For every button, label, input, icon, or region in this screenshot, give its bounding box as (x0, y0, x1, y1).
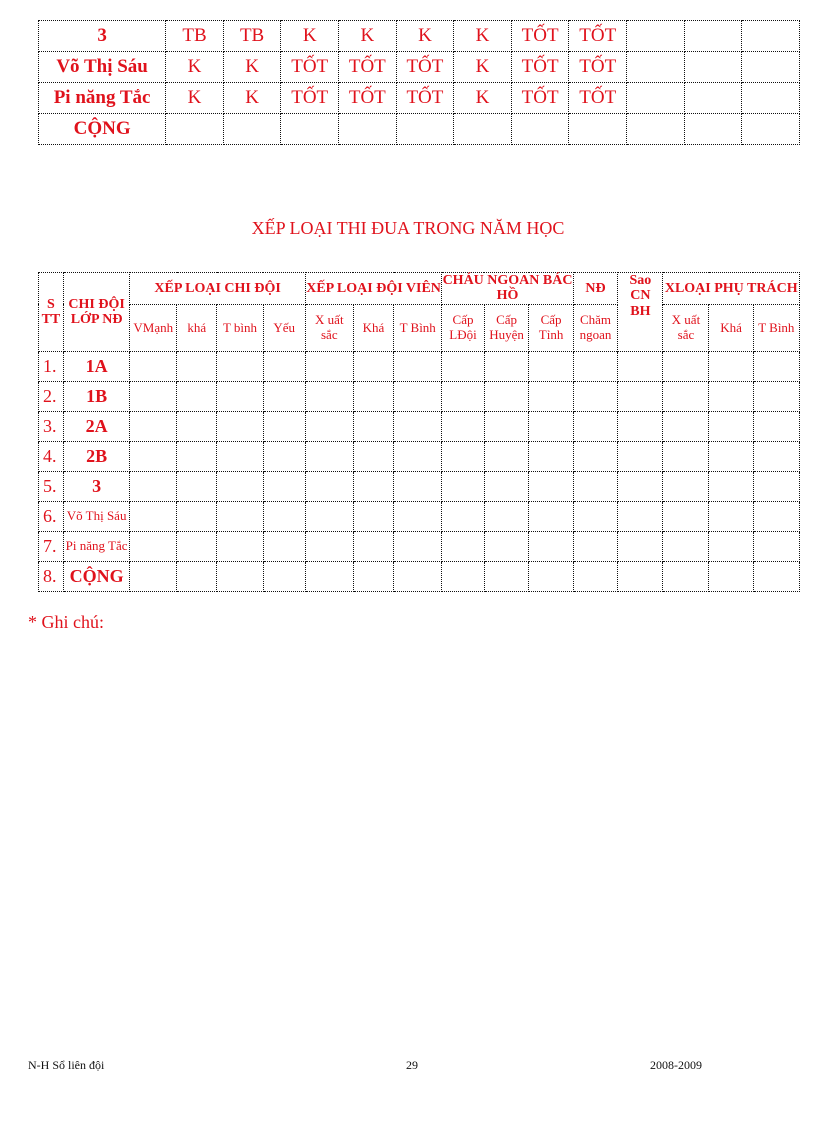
row-cell (484, 501, 529, 531)
top-row-cell (627, 114, 685, 145)
top-row-cell: TỐT (511, 52, 569, 83)
top-table (38, 20, 800, 145)
row-cell (709, 381, 753, 411)
row-cell (217, 561, 263, 591)
top-row-cell: TB (223, 21, 281, 52)
top-row-cell (684, 21, 742, 52)
subheader-phu-trach: Khá (709, 304, 753, 351)
row-cell (709, 411, 753, 441)
top-row-cell (569, 114, 627, 145)
row-cell (484, 561, 529, 591)
top-row-cell: K (454, 21, 512, 52)
row-stt: 7. (39, 531, 64, 561)
row-cell (753, 501, 799, 531)
row-cell (394, 531, 442, 561)
top-table-row (39, 52, 800, 83)
row-cell (529, 351, 573, 381)
top-row-name: 3 (39, 21, 166, 52)
row-cell (263, 441, 305, 471)
row-cell (618, 501, 663, 531)
row-cell (529, 501, 573, 531)
row-cell (353, 531, 393, 561)
row-cell (263, 411, 305, 441)
row-cell (709, 471, 753, 501)
row-cell (130, 501, 177, 531)
row-cell (618, 471, 663, 501)
top-row-cell: TỐT (281, 52, 339, 83)
table-row (39, 411, 800, 441)
row-cell (263, 471, 305, 501)
row-cell (753, 561, 799, 591)
table-row (39, 471, 800, 501)
row-cell (177, 441, 217, 471)
row-cell (529, 381, 573, 411)
row-cell (130, 441, 177, 471)
row-stt: 3. (39, 411, 64, 441)
row-cell (663, 441, 709, 471)
top-row-cell: K (223, 83, 281, 114)
row-cell (573, 561, 618, 591)
table-row (39, 501, 800, 531)
subheader-chau-ngoan: Cấp Huyện (484, 304, 529, 351)
top-row-cell (166, 114, 224, 145)
top-row-cell: TỐT (281, 83, 339, 114)
row-cell (394, 381, 442, 411)
row-cell (305, 411, 353, 441)
top-row-cell: K (339, 21, 397, 52)
table-row (39, 561, 800, 591)
row-cell (442, 471, 484, 501)
top-row-cell: TỐT (511, 83, 569, 114)
row-cell (753, 381, 799, 411)
row-cell (394, 561, 442, 591)
top-row-cell (454, 114, 512, 145)
top-row-cell (627, 83, 685, 114)
row-cell (263, 501, 305, 531)
top-row-cell: TB (166, 21, 224, 52)
row-cell (442, 561, 484, 591)
top-row-cell (281, 114, 339, 145)
subheader-chau-ngoan: Cấp LĐội (442, 304, 484, 351)
top-row-cell (223, 114, 281, 145)
row-cell (442, 531, 484, 561)
table-row (39, 531, 800, 561)
row-cell (130, 471, 177, 501)
row-cell (353, 381, 393, 411)
row-cell (442, 381, 484, 411)
row-cell (442, 501, 484, 531)
row-cell (394, 411, 442, 441)
top-row-cell: K (396, 21, 454, 52)
top-row-name: Võ Thị Sáu (39, 52, 166, 83)
row-cell (663, 411, 709, 441)
top-row-cell: TỐT (569, 21, 627, 52)
row-cell (573, 471, 618, 501)
row-cell (484, 411, 529, 441)
row-cell (663, 501, 709, 531)
top-row-cell: TỐT (396, 52, 454, 83)
top-row-cell (742, 21, 800, 52)
row-cell (130, 411, 177, 441)
footer-year: 2008-2009 (650, 1058, 702, 1072)
top-row-cell (396, 114, 454, 145)
top-row-name: CỘNG (39, 114, 166, 145)
row-cell (353, 471, 393, 501)
header-xl-doi-vien: XẾP LOẠI ĐỘI VIÊN (305, 273, 441, 305)
row-cell (305, 351, 353, 381)
top-row-cell: K (454, 83, 512, 114)
subheader-nd-cham-ngoan: Chăm ngoan (573, 304, 618, 351)
row-cell (217, 531, 263, 561)
row-cell (529, 471, 573, 501)
row-cell (663, 531, 709, 561)
top-row-cell: K (166, 52, 224, 83)
row-cell (353, 351, 393, 381)
top-row-cell (684, 83, 742, 114)
footer-page-number: 29 (406, 1058, 418, 1072)
row-cell (709, 351, 753, 381)
row-cell (217, 441, 263, 471)
row-cell (618, 441, 663, 471)
row-cell (573, 531, 618, 561)
row-cell (353, 441, 393, 471)
row-cell (305, 471, 353, 501)
row-cell (263, 531, 305, 561)
row-cell (130, 381, 177, 411)
row-cell (305, 531, 353, 561)
row-cell (663, 561, 709, 591)
row-cell (217, 411, 263, 441)
top-row-cell: K (454, 52, 512, 83)
row-cell (353, 501, 393, 531)
header-unit: CHI ĐỘI LỚP NĐ (63, 273, 130, 352)
top-row-cell (684, 114, 742, 145)
subheader-chi-doi: khá (177, 304, 217, 351)
row-cell (177, 501, 217, 531)
row-cell (177, 381, 217, 411)
row-cell (709, 441, 753, 471)
row-cell (130, 561, 177, 591)
top-row-cell: TỐT (569, 83, 627, 114)
note-label: * Ghi chú: (28, 612, 104, 632)
row-cell (709, 561, 753, 591)
row-cell (618, 381, 663, 411)
table-row (39, 381, 800, 411)
row-cell (305, 381, 353, 411)
row-unit: 3 (63, 471, 130, 501)
subheader-chi-doi: VMạnh (130, 304, 177, 351)
row-stt: 4. (39, 441, 64, 471)
row-cell (618, 351, 663, 381)
row-stt: 2. (39, 381, 64, 411)
row-cell (753, 351, 799, 381)
row-cell (753, 531, 799, 561)
subheader-phu-trach: T Bình (753, 304, 799, 351)
row-cell (177, 351, 217, 381)
row-cell (484, 441, 529, 471)
row-cell (618, 531, 663, 561)
row-cell (663, 351, 709, 381)
row-cell (263, 561, 305, 591)
row-unit: Võ Thị Sáu (63, 501, 130, 531)
row-cell (709, 531, 753, 561)
row-cell (529, 441, 573, 471)
row-cell (442, 351, 484, 381)
header-stt: S TT (39, 273, 64, 352)
row-cell (217, 351, 263, 381)
row-cell (217, 471, 263, 501)
row-cell (618, 411, 663, 441)
row-cell (529, 411, 573, 441)
subheader-doi-vien: X uất sắc (305, 304, 353, 351)
top-table-row (39, 83, 800, 114)
row-cell (573, 411, 618, 441)
row-cell (394, 471, 442, 501)
row-cell (484, 471, 529, 501)
row-cell (529, 531, 573, 561)
subheader-chi-doi: Yếu (263, 304, 305, 351)
top-row-cell: K (223, 52, 281, 83)
row-cell (353, 561, 393, 591)
row-cell (394, 501, 442, 531)
section-title: XẾP LOẠI THI ĐUA TRONG NĂM HỌC (251, 218, 565, 238)
top-row-cell (339, 114, 397, 145)
row-cell (573, 501, 618, 531)
row-cell (263, 381, 305, 411)
subheader-doi-vien: T Bình (394, 304, 442, 351)
header-nd: NĐ (573, 273, 618, 305)
row-cell (529, 561, 573, 591)
top-row-cell (742, 83, 800, 114)
top-row-cell (684, 52, 742, 83)
row-cell (442, 441, 484, 471)
header-xl-phu-trach: XLOẠI PHỤ TRÁCH (663, 273, 800, 305)
table-row (39, 441, 800, 471)
row-stt: 8. (39, 561, 64, 591)
footer-left: N-H Sổ liên đội (28, 1058, 105, 1072)
subheader-chi-doi: T bình (217, 304, 263, 351)
row-cell (217, 381, 263, 411)
row-cell (753, 411, 799, 441)
row-unit: 1A (63, 351, 130, 381)
top-row-cell (511, 114, 569, 145)
row-unit: CỘNG (63, 561, 130, 591)
subheader-phu-trach: X uất sắc (663, 304, 709, 351)
top-row-cell: TỐT (396, 83, 454, 114)
row-unit: 1B (63, 381, 130, 411)
row-cell (573, 441, 618, 471)
header-xl-chi-doi: XẾP LOẠI CHI ĐỘI (130, 273, 305, 305)
row-cell (394, 351, 442, 381)
row-cell (263, 351, 305, 381)
row-cell (753, 441, 799, 471)
row-cell (484, 531, 529, 561)
top-row-cell: TỐT (339, 52, 397, 83)
top-table-row (39, 21, 800, 52)
row-cell (177, 531, 217, 561)
header-chau-ngoan: CHÁU NGOAN BÁC HỒ (442, 273, 573, 304)
row-cell (130, 531, 177, 561)
row-cell (484, 381, 529, 411)
row-cell (573, 351, 618, 381)
top-row-cell: K (166, 83, 224, 114)
top-row-cell: TỐT (339, 83, 397, 114)
row-cell (305, 501, 353, 531)
row-cell (305, 561, 353, 591)
row-stt: 6. (39, 501, 64, 531)
row-cell (353, 411, 393, 441)
top-row-cell (627, 52, 685, 83)
row-cell (753, 471, 799, 501)
row-cell (663, 471, 709, 501)
row-cell (709, 501, 753, 531)
row-cell (573, 381, 618, 411)
row-cell (442, 411, 484, 441)
row-unit: Pi năng Tắc (63, 531, 130, 561)
row-cell (663, 381, 709, 411)
table-row (39, 351, 800, 381)
top-row-cell (627, 21, 685, 52)
top-row-cell (742, 114, 800, 145)
row-cell (177, 561, 217, 591)
top-row-cell (742, 52, 800, 83)
top-row-cell: TỐT (569, 52, 627, 83)
row-cell (484, 351, 529, 381)
row-cell (177, 411, 217, 441)
row-stt: 1. (39, 351, 64, 381)
row-cell (130, 351, 177, 381)
row-stt: 5. (39, 471, 64, 501)
subheader-chau-ngoan: Cấp Tỉnh (529, 304, 573, 351)
ranking-table (38, 272, 800, 592)
row-unit: 2A (63, 411, 130, 441)
row-unit: 2B (63, 441, 130, 471)
top-table-row (39, 114, 800, 145)
row-cell (394, 441, 442, 471)
row-cell (217, 501, 263, 531)
top-row-cell: TỐT (511, 21, 569, 52)
row-cell (305, 441, 353, 471)
top-row-name: Pi năng Tắc (39, 83, 166, 114)
top-row-cell: K (281, 21, 339, 52)
row-cell (177, 471, 217, 501)
subheader-doi-vien: Khá (353, 304, 393, 351)
row-cell (618, 561, 663, 591)
header-sao-cn: Sao CN BH (618, 273, 663, 352)
